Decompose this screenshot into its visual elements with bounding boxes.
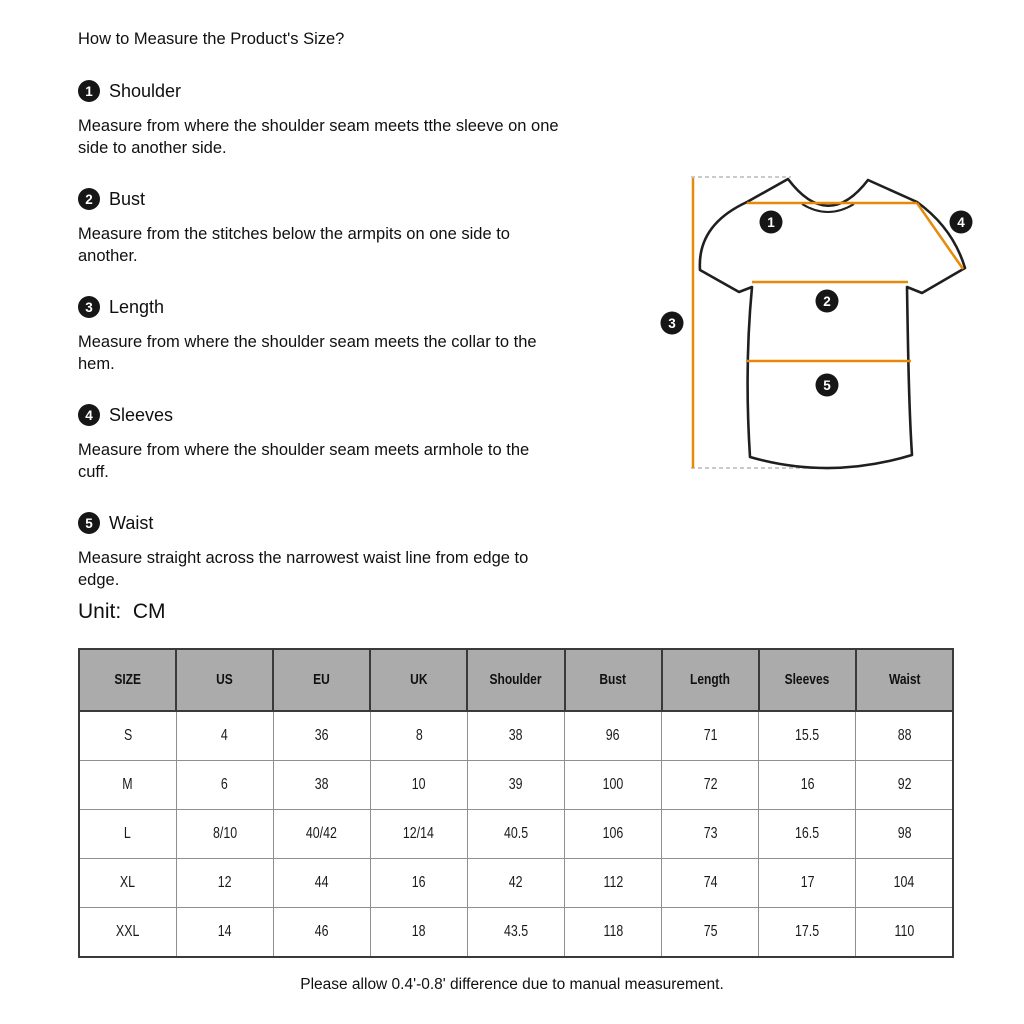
table-cell: 38 <box>467 711 564 761</box>
measure-item-bust <box>78 188 618 267</box>
description-line: Measure from where the shoulder seam meets armhole to the <box>78 441 530 459</box>
svg-text:5: 5 <box>823 377 831 393</box>
diagram-badge-5 <box>816 374 839 397</box>
measure-label-sleeves: Sleeves <box>109 404 174 425</box>
measure-label-shoulder: Shoulder <box>109 80 182 101</box>
table-cell: M <box>79 761 176 810</box>
table-cell: 16.5 <box>759 810 856 859</box>
table-cell: 12/14 <box>370 810 467 859</box>
table-row-xl <box>79 859 953 908</box>
table-cell: 8/10 <box>176 810 273 859</box>
measure-heading <box>78 296 618 318</box>
measure-heading <box>78 404 618 426</box>
table-cell: 16 <box>759 761 856 810</box>
table-cell: 46 <box>273 908 370 958</box>
table-cell: XL <box>79 859 176 908</box>
description-line: Measure from the stitches below the armpits on one side to <box>78 225 510 243</box>
footer-note: Please allow 0.4'-0.8' difference due to manual measurement. <box>300 976 724 993</box>
description-line: side to another side. <box>78 139 227 157</box>
table-cell: 42 <box>467 859 564 908</box>
measure-label-length: Length <box>109 296 165 317</box>
measure-description-bust <box>78 223 618 267</box>
table-cell: 44 <box>273 859 370 908</box>
description-line: hem. <box>78 355 115 373</box>
table-cell: 72 <box>662 761 759 810</box>
table-cell: 104 <box>856 859 953 908</box>
step-4-badge: 4 <box>78 404 100 426</box>
table-cell: L <box>79 810 176 859</box>
measure-description-shoulder <box>78 115 618 159</box>
table-cell: 39 <box>467 761 564 810</box>
measure-heading <box>78 188 618 210</box>
table-cell: 14 <box>176 908 273 958</box>
table-cell: 92 <box>856 761 953 810</box>
description-line: Measure straight across the narrowest waist line from edge to <box>78 549 529 567</box>
table-cell: 40/42 <box>273 810 370 859</box>
table-cell: 17 <box>759 859 856 908</box>
description-line: Measure from where the shoulder seam meets the collar to the <box>78 333 537 351</box>
measure-label-bust: Bust <box>109 188 146 209</box>
table-cell: 75 <box>662 908 759 958</box>
table-cell: 36 <box>273 711 370 761</box>
table-cell: 112 <box>565 859 662 908</box>
table-cell: 6 <box>176 761 273 810</box>
table-cell: 98 <box>856 810 953 859</box>
measure-heading <box>78 512 618 534</box>
unit-label: Unit: CM <box>78 600 166 623</box>
description-line: cuff. <box>78 463 109 481</box>
measure-item-shoulder <box>78 80 618 159</box>
diagram-badge-3 <box>661 312 684 335</box>
tshirt-diagram-svg <box>645 150 1005 490</box>
table-cell: 16 <box>370 859 467 908</box>
diagram-badge-1 <box>760 211 783 234</box>
table-cell: 73 <box>662 810 759 859</box>
tshirt-outline <box>700 179 965 468</box>
table-cell: 96 <box>565 711 662 761</box>
table-cell: XXL <box>79 908 176 958</box>
svg-text:4: 4 <box>957 214 965 230</box>
measure-description-length <box>78 331 618 375</box>
table-cell: 106 <box>565 810 662 859</box>
header-length: Length <box>662 649 759 711</box>
table-cell: 110 <box>856 908 953 958</box>
table-row-m <box>79 761 953 810</box>
table-header-row <box>79 649 953 711</box>
measure-description-sleeves <box>78 439 618 483</box>
step-3-badge: 3 <box>78 296 100 318</box>
header-waist: Waist <box>856 649 953 711</box>
measure-description-waist <box>78 547 618 591</box>
table-cell: 88 <box>856 711 953 761</box>
table-cell: 43.5 <box>467 908 564 958</box>
table-cell: 38 <box>273 761 370 810</box>
tshirt-measurement-diagram <box>645 150 1005 490</box>
table-row-l <box>79 810 953 859</box>
step-2-badge: 2 <box>78 188 100 210</box>
header-uk: UK <box>370 649 467 711</box>
table-cell: 40.5 <box>467 810 564 859</box>
measure-item-sleeves <box>78 404 618 483</box>
step-5-badge: 5 <box>78 512 100 534</box>
step-1-badge: 1 <box>78 80 100 102</box>
page-title: How to Measure the Product's Size? <box>78 30 345 48</box>
instructions-column <box>78 30 618 620</box>
svg-text:3: 3 <box>668 315 676 331</box>
table-cell: 100 <box>565 761 662 810</box>
diagram-badge-2 <box>816 290 839 313</box>
diagram-badge-4 <box>950 211 973 234</box>
table-row-xxl <box>79 908 953 958</box>
table-cell: 71 <box>662 711 759 761</box>
measure-heading <box>78 80 618 102</box>
table-cell: 10 <box>370 761 467 810</box>
table-cell: 8 <box>370 711 467 761</box>
description-line: edge. <box>78 571 120 589</box>
header-bust: Bust <box>565 649 662 711</box>
table-cell: 18 <box>370 908 467 958</box>
measure-label-waist: Waist <box>109 512 154 533</box>
description-line: Measure from where the shoulder seam meets tthe sleeve on one <box>78 117 559 135</box>
measure-item-length <box>78 296 618 375</box>
header-eu: EU <box>273 649 370 711</box>
svg-text:1: 1 <box>767 214 775 230</box>
header-size: SIZE <box>79 649 176 711</box>
header-shoulder: Shoulder <box>467 649 564 711</box>
table-cell: S <box>79 711 176 761</box>
size-chart-table <box>78 648 954 958</box>
svg-text:2: 2 <box>823 293 831 309</box>
table-cell: 15.5 <box>759 711 856 761</box>
table-cell: 118 <box>565 908 662 958</box>
measure-item-waist <box>78 512 618 591</box>
table-cell: 17.5 <box>759 908 856 958</box>
description-line: another. <box>78 247 138 265</box>
table-cell: 4 <box>176 711 273 761</box>
header-sleeves: Sleeves <box>759 649 856 711</box>
table-row-s <box>79 711 953 761</box>
header-us: US <box>176 649 273 711</box>
table-cell: 12 <box>176 859 273 908</box>
table-cell: 74 <box>662 859 759 908</box>
